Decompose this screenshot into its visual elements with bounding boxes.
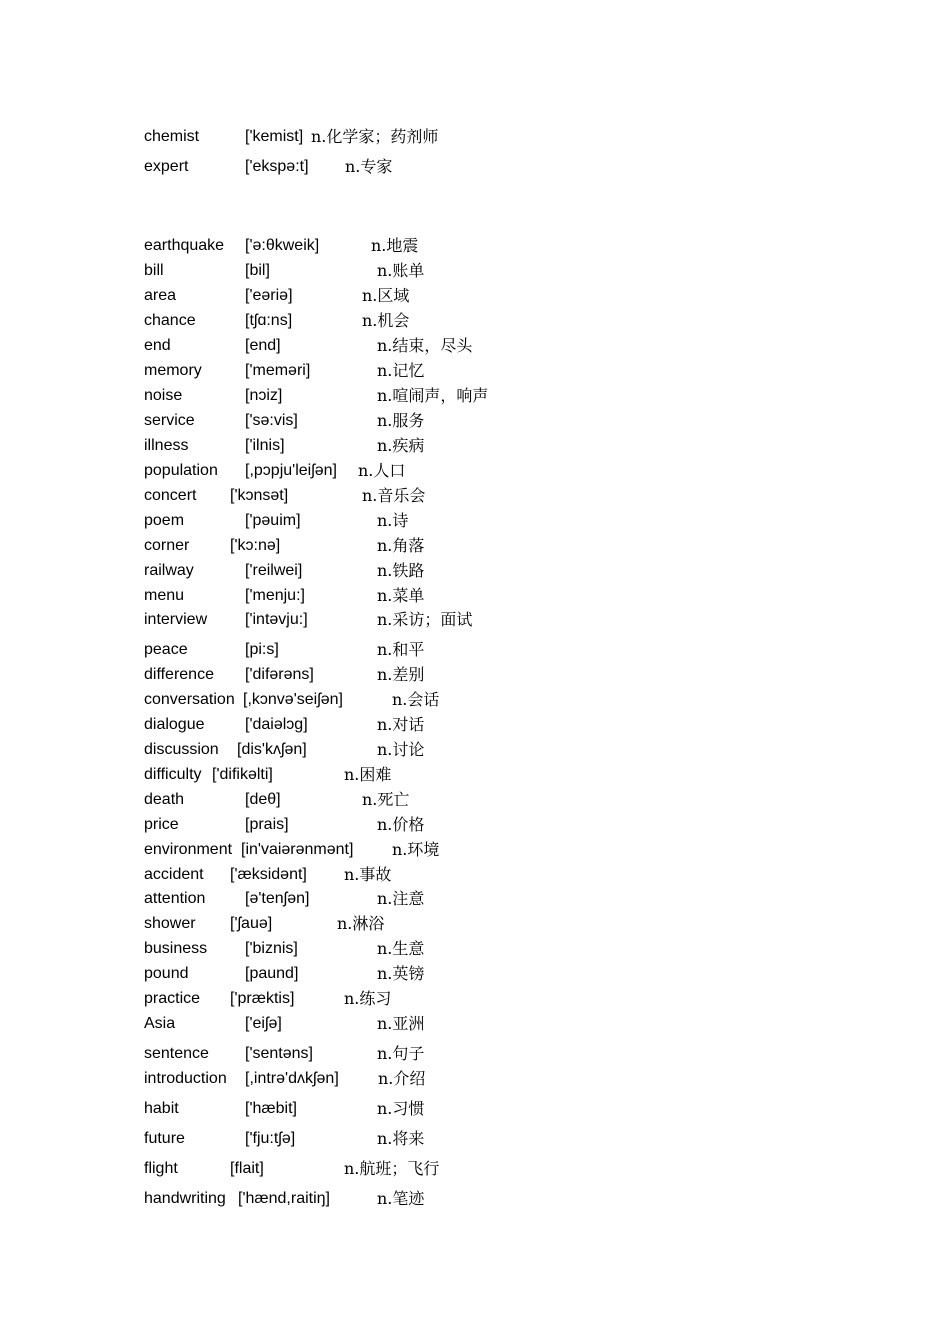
vocab-meaning: n.差别 (377, 665, 425, 684)
vocab-word: bill (144, 262, 164, 279)
vocab-phonetic: ['kɔ:nə] (230, 537, 281, 554)
vocab-phonetic: [bil] (245, 262, 270, 279)
vocab-phonetic: [tʃɑ:ns] (245, 312, 293, 329)
vocab-phonetic: [ə'tenʃən] (245, 890, 310, 907)
vocab-word: difficulty (144, 766, 202, 783)
vocab-meaning: n.专家 (345, 157, 393, 176)
vocab-meaning: n.机会 (362, 311, 410, 330)
vocab-phonetic: [paund] (245, 965, 299, 982)
vocab-word: handwriting (144, 1190, 226, 1207)
vocab-meaning: n.人口 (358, 461, 406, 480)
vocab-phonetic: ['hæbit] (245, 1100, 297, 1117)
vocab-word: illness (144, 437, 189, 454)
vocab-word: accident (144, 866, 204, 883)
vocab-meaning: n.铁路 (377, 561, 425, 580)
vocab-word: sentence (144, 1045, 209, 1062)
vocab-word: Asia (144, 1015, 176, 1032)
vocab-word: chance (144, 312, 196, 329)
vocab-meaning: n.死亡 (362, 790, 410, 809)
vocab-word: end (144, 337, 171, 354)
vocab-word: pound (144, 965, 189, 982)
vocab-phonetic: ['kɔnsət] (230, 487, 289, 504)
vocab-meaning: n.结束，尽头 (377, 336, 473, 355)
vocab-meaning: n.淋浴 (337, 914, 385, 933)
vocab-phonetic: ['sə:vis] (245, 412, 298, 429)
vocab-phonetic: ['sentəns] (245, 1045, 313, 1062)
vocab-word: death (144, 791, 185, 808)
vocab-meaning: n.和平 (377, 640, 425, 659)
vocab-meaning: n.习惯 (377, 1099, 425, 1118)
vocab-word: railway (144, 562, 194, 579)
vocab-word: earthquake (144, 237, 225, 254)
vocab-meaning: n.环境 (392, 840, 440, 859)
vocab-meaning: n.账单 (377, 261, 425, 280)
vocab-meaning: n.航班；飞行 (344, 1159, 440, 1178)
vocab-meaning: n.句子 (377, 1044, 425, 1063)
vocab-phonetic: ['fju:tʃə] (245, 1130, 296, 1147)
vocab-meaning: n.英镑 (377, 964, 425, 983)
vocab-word: corner (144, 537, 190, 554)
vocab-meaning: n.练习 (344, 989, 392, 1008)
vocab-phonetic: [deθ] (245, 791, 281, 808)
vocab-phonetic: ['reilwei] (245, 562, 303, 579)
vocab-phonetic: ['daiəlɔg] (245, 716, 308, 733)
vocab-phonetic: ['intəvju:] (245, 611, 308, 628)
vocab-word: shower (144, 915, 196, 932)
vocab-phonetic: [pi:s] (245, 641, 279, 658)
vocab-phonetic: [nɔiz] (245, 387, 283, 404)
vocab-phonetic: [,kɔnvə'seiʃən] (243, 691, 343, 708)
vocab-phonetic: [prais] (245, 816, 289, 833)
vocab-meaning: n.将来 (377, 1129, 425, 1148)
vocab-meaning: n.注意 (377, 889, 425, 908)
vocab-word: noise (144, 387, 183, 404)
vocab-meaning: n.生意 (377, 939, 425, 958)
vocab-meaning: n.亚洲 (377, 1014, 425, 1033)
vocab-word: area (144, 287, 177, 304)
vocab-word: flight (144, 1160, 178, 1177)
vocab-phonetic: ['difikəlti] (212, 766, 273, 783)
vocab-phonetic: ['difərəns] (245, 666, 314, 683)
vocab-meaning: n.介绍 (378, 1069, 426, 1088)
vocab-word: poem (144, 512, 185, 529)
vocab-meaning: n.会话 (392, 690, 440, 709)
vocab-word: attention (144, 890, 206, 907)
vocab-meaning: n.化学家；药剂师 (311, 127, 439, 146)
vocab-phonetic: ['biznis] (245, 940, 298, 957)
vocab-phonetic: ['meməri] (245, 362, 311, 379)
vocab-phonetic: ['ilnis] (245, 437, 285, 454)
vocab-word: memory (144, 362, 202, 379)
vocab-meaning: n.诗 (377, 511, 409, 530)
vocab-meaning: n.菜单 (377, 586, 425, 605)
vocab-meaning: n.困难 (344, 765, 392, 784)
vocab-phonetic: [,intrə'dʌkʃən] (245, 1070, 339, 1087)
vocab-word: difference (144, 666, 214, 683)
vocab-meaning: n.价格 (377, 815, 425, 834)
vocab-phonetic: ['eiʃə] (245, 1015, 282, 1032)
vocab-phonetic: ['eəriə] (245, 287, 293, 304)
vocab-word: population (144, 462, 218, 479)
vocab-word: expert (144, 158, 189, 175)
vocab-meaning: n.笔迹 (377, 1189, 425, 1208)
vocab-phonetic: ['hænd,raitiŋ] (238, 1190, 330, 1207)
vocab-meaning: n.角落 (377, 536, 425, 555)
vocab-word: practice (144, 990, 201, 1007)
vocab-phonetic: ['ə:θkweik] (245, 237, 320, 254)
vocab-meaning: n.采访；面试 (377, 610, 473, 629)
vocab-phonetic: ['kemist] (245, 128, 304, 145)
vocab-word: concert (144, 487, 197, 504)
vocab-word: discussion (144, 741, 219, 758)
vocab-word: future (144, 1130, 185, 1147)
vocab-word: environment (144, 841, 233, 858)
vocab-word: price (144, 816, 179, 833)
vocab-word: dialogue (144, 716, 205, 733)
vocab-meaning: n.服务 (377, 411, 425, 430)
vocab-meaning: n.地震 (371, 236, 419, 255)
vocab-word: peace (144, 641, 188, 658)
vocab-word: habit (144, 1100, 179, 1117)
vocab-word: interview (144, 611, 208, 628)
vocab-meaning: n.讨论 (377, 740, 425, 759)
vocab-phonetic: [end] (245, 337, 281, 354)
vocab-meaning: n.事故 (344, 865, 392, 884)
vocab-phonetic: [flait] (230, 1160, 264, 1177)
vocab-word: introduction (144, 1070, 227, 1087)
vocab-meaning: n.记忆 (377, 361, 425, 380)
vocab-phonetic: [dis'kʌʃən] (237, 741, 307, 758)
vocab-word: chemist (144, 128, 200, 145)
vocab-phonetic: ['præktis] (230, 990, 295, 1007)
vocab-phonetic: ['ʃauə] (230, 915, 273, 932)
vocab-meaning: n.音乐会 (362, 486, 426, 505)
vocab-phonetic: [,pɔpju'leiʃən] (245, 462, 337, 479)
vocab-phonetic: ['menju:] (245, 587, 305, 604)
vocab-word: business (144, 940, 208, 957)
vocab-meaning: n.区域 (362, 286, 410, 305)
vocab-word: service (144, 412, 195, 429)
vocab-phonetic: ['ekspə:t] (245, 158, 309, 175)
vocab-phonetic: ['æksidənt] (230, 866, 307, 883)
vocab-meaning: n.疾病 (377, 436, 425, 455)
vocab-phonetic: ['pəuim] (245, 512, 301, 529)
vocab-meaning: n.喧闹声，响声 (377, 386, 489, 405)
vocab-word: conversation (144, 691, 235, 708)
vocab-meaning: n.对话 (377, 715, 425, 734)
vocab-word: menu (144, 587, 185, 604)
vocab-phonetic: [in'vaiərənmənt] (241, 841, 354, 858)
